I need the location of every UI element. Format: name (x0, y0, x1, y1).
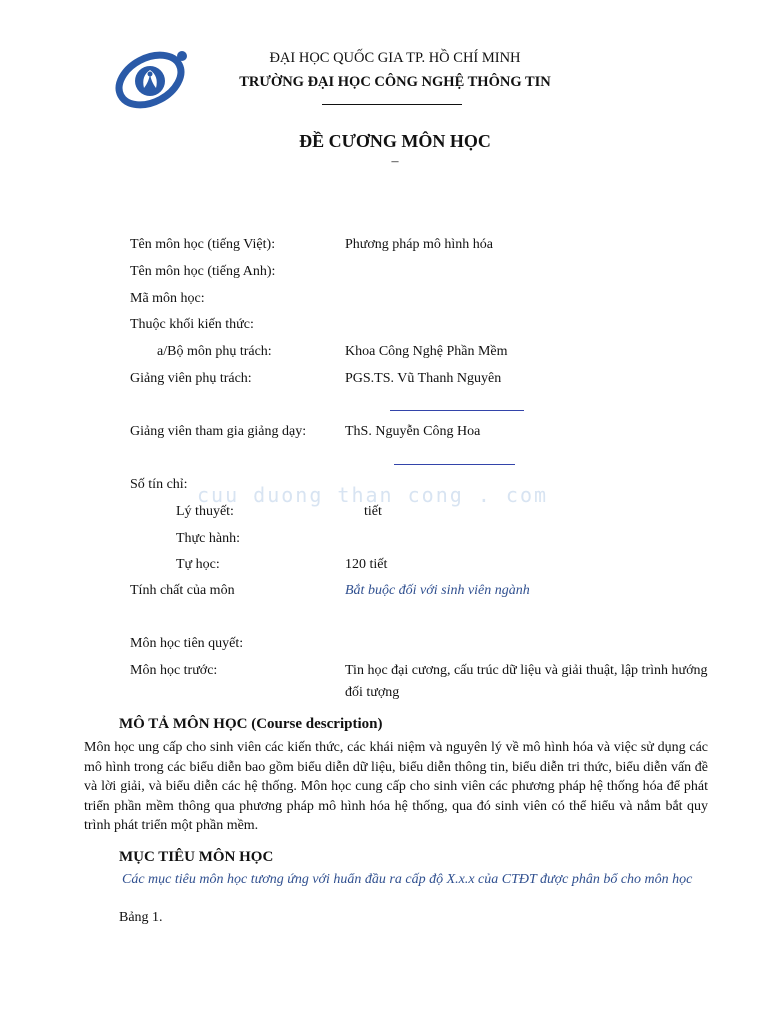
document-title: ĐỀ CƯƠNG MÔN HỌC (299, 131, 491, 151)
course-name-en-label: Tên môn học (tiếng Anh): (130, 264, 276, 279)
co-lecturer-value: ThS. Nguyễn Công Hoa (345, 424, 481, 439)
lecturer-label: Giảng viên phụ trách: (130, 371, 252, 386)
credits-label: Số tín chỉ: (130, 477, 188, 492)
self-study-label: Tự học: (176, 557, 220, 572)
watermark: cuu duong than cong . com (197, 483, 549, 507)
nature-value: Bắt buộc đối với sinh viên ngành (345, 583, 530, 598)
theory-value: tiết (364, 504, 382, 519)
previous-course-value: Tin học đại cương, cấu trúc dữ liệu và giải thuật, lập trình hướng đối tượng (345, 663, 708, 700)
course-name-vi-value: Phương pháp mô hình hóa (345, 237, 493, 252)
university-name: ĐẠI HỌC QUỐC GIA TP. HỒ CHÍ MINH (269, 50, 521, 66)
description-heading: MÔ TẢ MÔN HỌC (Course description) (119, 716, 383, 732)
objectives-text-content: Các mục tiêu môn học tương ứng với huẩn đầu ra cấp độ X.x.x của CTĐT được phân bổ cho môn học (122, 872, 693, 887)
prerequisite-label: Môn học tiên quyết: (130, 636, 244, 651)
course-name-vi-label: Tên môn học (tiếng Việt): (130, 237, 276, 252)
nature-label: Tính chất của môn (130, 583, 235, 598)
self-study-value: 120 tiết (345, 557, 388, 572)
objectives-heading: MỤC TIÊU MÔN HỌC (119, 849, 274, 865)
course-code-label: Mã môn học: (130, 291, 205, 306)
school-name: TRƯỜNG ĐẠI HỌC CÔNG NGHỆ THÔNG TIN (239, 74, 551, 90)
objectives-text (84, 870, 710, 890)
header-divider (322, 104, 462, 105)
co-lecturer-underline (394, 464, 515, 465)
department-label: a/Bộ môn phụ trách: (157, 344, 272, 359)
previous-course-label: Môn học trước: (130, 663, 218, 678)
title-dash: – (391, 154, 399, 169)
knowledge-block-label: Thuộc khối kiến thức: (130, 317, 254, 332)
department-value: Khoa Công Nghệ Phần Mềm (345, 344, 508, 359)
description-text: Môn học ung cấp cho sinh viên các kiến thức, các khái niệm và nguyên lý về mô hình hóa và việc sử dụng các mô hình trong các biểu diễn bao gồm biểu diễn dữ liệu, biểu diễn thông tin, biểu diễn tri thức, biểu diễn vấn đề và lời giải, và biểu diễn các hệ thống. Môn học cung cấp cho sinh viên các phương pháp hệ thống hóa để phát triển phần mềm thông qua phương pháp mô hình hóa hệ thống, qua đó sinh viên có thể hiểu và nắm bắt quy trình phát triển một phần mềm. (84, 740, 708, 833)
lecturer-value: PGS.TS. Vũ Thanh Nguyên (345, 371, 502, 386)
co-lecturer-label: Giảng viên tham gia giảng dạy: (130, 424, 307, 439)
lecturer-underline (390, 410, 524, 411)
table-reference: Bảng 1. (119, 910, 163, 925)
theory-label: Lý thuyết: (176, 504, 234, 519)
practice-label: Thực hành: (176, 531, 240, 546)
